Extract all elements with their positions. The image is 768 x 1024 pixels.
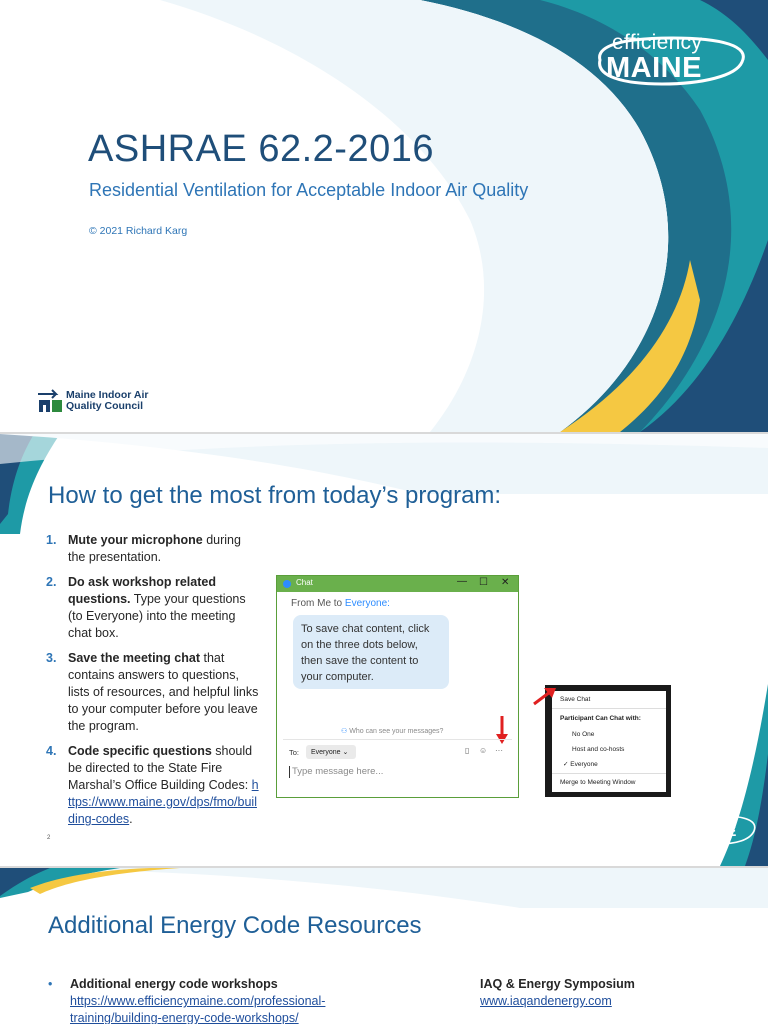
symposium-info	[480, 976, 635, 1010]
chat-to-label: To:	[289, 748, 300, 757]
list-item-text: during the presentation.	[68, 533, 241, 564]
chat-message-input[interactable]: Type message here...	[292, 766, 384, 777]
chat-recipient-everyone: Everyone:	[344, 598, 390, 609]
list-item	[46, 574, 260, 642]
list-item	[46, 743, 260, 828]
logo-text-efficiency: efficiency	[692, 812, 738, 824]
chat-options-panel	[552, 691, 666, 792]
file-icon[interactable]: ▯	[465, 746, 470, 755]
building-codes-link[interactable]: https://www.maine.gov/dps/fmo/building-codes	[68, 778, 259, 826]
council-logo-line2: Quality Council	[66, 400, 144, 412]
merge-window-menu-item[interactable]: Merge to Meeting Window	[560, 779, 636, 786]
presentation-subtitle: Residential Ventilation for Acceptable Indoor Air Quality	[89, 180, 529, 200]
chat-title-bar	[277, 576, 518, 592]
resources-slide	[0, 868, 768, 1024]
maximize-icon[interactable]: ☐	[479, 577, 488, 588]
minimize-icon[interactable]: —	[457, 576, 467, 587]
menu-separator	[552, 773, 666, 774]
logo-text-maine: MAINE	[606, 52, 702, 84]
list-item-text	[70, 976, 325, 1024]
host-cohosts-menu-item[interactable]: Host and co-hosts	[572, 746, 625, 753]
list-item-text: should be directed to the State Fire Marshal’s Office Building Codes:	[68, 744, 253, 792]
symposium-heading: IAQ & Energy Symposium	[480, 977, 635, 991]
list-item-bold: Save the meeting chat	[68, 651, 200, 665]
zoom-app-icon	[283, 580, 291, 588]
copyright-notice: © 2021 Richard Karg	[89, 225, 188, 237]
list-item-text: Type your questions (to Everyone) into the meeting chat box.	[68, 592, 246, 640]
participant-chat-header: Participant Can Chat with:	[560, 715, 641, 722]
slide-title: How to get the most from today’s program:	[48, 482, 502, 509]
logo-text-maine: MAINE	[688, 823, 737, 840]
maine-indoor-air-quality-council-logo	[36, 388, 166, 414]
close-icon[interactable]: ✕	[501, 577, 510, 588]
presentation-title: ASHRAE 62.2-2016	[88, 128, 434, 170]
workshops-heading: Additional energy code workshops	[70, 977, 278, 991]
workshops-link-line1[interactable]: https://www.efficiencymaine.com/professional-	[70, 994, 326, 1008]
who-can-see-messages[interactable]: ⚇ Who can see your messages?	[341, 728, 444, 735]
menu-separator	[552, 708, 666, 709]
chat-divider	[283, 739, 512, 740]
house-arrows-icon	[36, 388, 64, 414]
list-item-bold: Do ask workshop related questions.	[68, 575, 216, 606]
no-one-menu-item[interactable]: No One	[572, 731, 595, 738]
efficiency-maine-logo	[678, 808, 758, 848]
red-arrow-icon	[532, 686, 558, 706]
list-item-bold: Code specific questions	[68, 744, 212, 758]
recipient-dropdown[interactable]: Everyone ⌄	[306, 745, 356, 759]
list-item	[46, 532, 260, 566]
list-item	[46, 650, 260, 735]
program-tips-slide	[0, 434, 768, 866]
list-number: 1.	[46, 533, 57, 547]
list-item-bold: Mute your microphone	[68, 533, 203, 547]
title-slide	[0, 0, 768, 432]
workshops-link-line2[interactable]: training/building-energy-code-workshops/	[70, 1011, 299, 1024]
bullet-icon: •	[48, 977, 53, 991]
emoji-icon[interactable]: ☺	[479, 746, 488, 755]
chat-message-bubble: To save chat content, click on the three dots below, then save the content to your computer.	[293, 615, 449, 689]
list-number: 4.	[46, 744, 57, 758]
list-item-text: that contains answers to questions, lists of resources, and helpful links to your computer before you leave the program.	[68, 651, 259, 733]
chat-window-title: Chat	[296, 578, 313, 587]
list-item-period: .	[129, 812, 133, 826]
efficiency-maine-logo	[582, 24, 750, 88]
symposium-link[interactable]: www.iaqandenergy.com	[480, 994, 612, 1008]
logo-text-efficiency: efficiency	[612, 31, 703, 54]
save-chat-menu-item[interactable]: Save Chat	[560, 696, 591, 703]
chat-message-sender: From Me to Everyone:	[291, 598, 390, 609]
list-number: 2.	[46, 575, 57, 589]
text-cursor	[289, 766, 290, 778]
instructions-list	[46, 532, 260, 836]
more-options-icon[interactable]: ···	[495, 746, 503, 755]
everyone-menu-item[interactable]: ✓ Everyone	[563, 761, 598, 768]
list-number: 3.	[46, 651, 57, 665]
council-logo-line1: Maine Indoor Air	[66, 389, 149, 401]
red-arrow-down-icon	[495, 716, 509, 746]
page-number: 2	[47, 835, 51, 841]
people-icon: ⚇	[341, 728, 350, 735]
slide-title: Additional Energy Code Resources	[48, 912, 422, 939]
chat-window	[276, 575, 519, 798]
chat-options-menu	[545, 685, 671, 797]
